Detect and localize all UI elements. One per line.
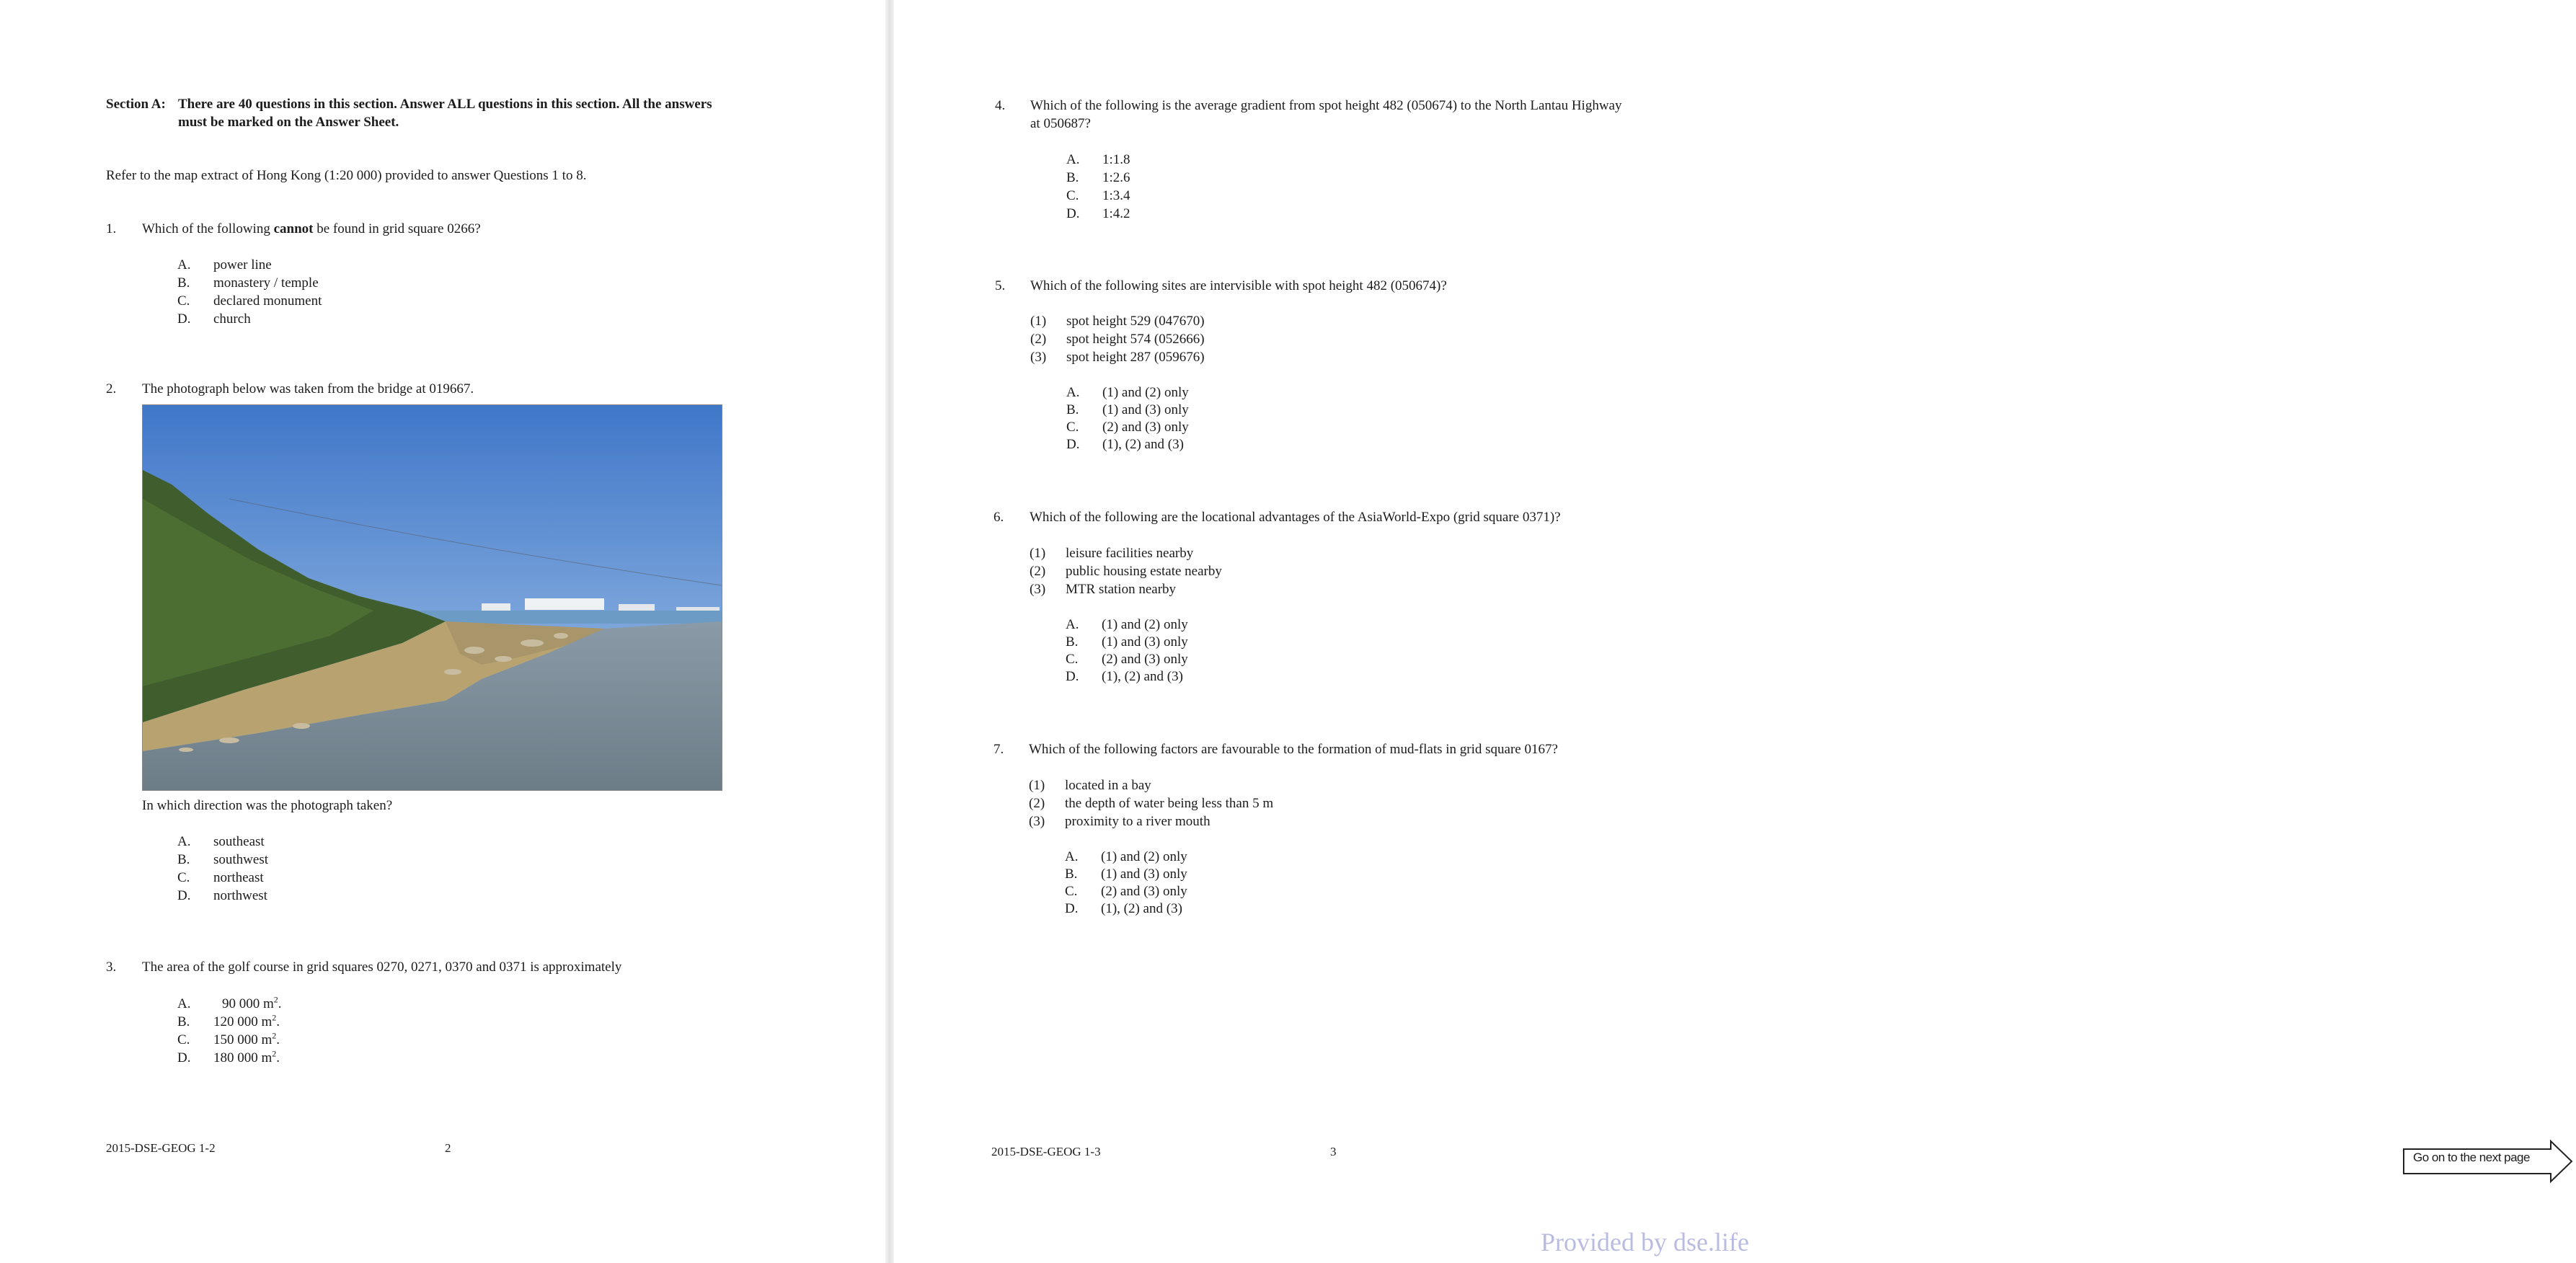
q1-text-before: Which of the following: [142, 221, 274, 236]
q5-statement-1: (1) spot height 529 (047670): [1030, 314, 1205, 329]
left-page: [0, 0, 883, 1263]
q7-statement-3: (3) proximity to a river mouth: [1029, 814, 1210, 829]
q7-option-b: B. (1) and (3) only: [1065, 867, 1187, 882]
q1-option-b: B. monastery / temple: [177, 275, 319, 291]
q7-option-c: C. (2) and (3) only: [1065, 884, 1187, 899]
q5-number: 5.: [995, 278, 1006, 293]
q1-option-d: D. church: [177, 311, 251, 327]
q5-statement-2: (2) spot height 574 (052666): [1030, 332, 1205, 347]
right-page-number: 3: [1330, 1145, 1337, 1158]
q5-option-c: C. (2) and (3) only: [1066, 420, 1189, 435]
q3-question: The area of the golf course in grid squares 0270, 0271, 0370 and 0371 is approximately: [142, 960, 622, 975]
q2-follow-up: In which direction was the photograph taken?: [142, 798, 393, 813]
left-page-number: 2: [445, 1141, 451, 1155]
q7-option-a: A. (1) and (2) only: [1065, 849, 1187, 864]
q6-option-c: C. (2) and (3) only: [1066, 652, 1188, 667]
q2-option-d: D. northwest: [177, 888, 267, 903]
q2-number: 2.: [106, 381, 117, 396]
q2-question: The photograph below was taken from the bridge at 019667.: [142, 381, 474, 396]
section-label: Section A:: [106, 97, 166, 112]
right-page: [890, 0, 2530, 1263]
right-footer-code: 2015-DSE-GEOG 1-3: [991, 1145, 1101, 1158]
q1-option-a: A. power line: [177, 257, 272, 272]
next-page-arrow: [2403, 1140, 2562, 1174]
left-footer-code: 2015-DSE-GEOG 1-2: [106, 1141, 216, 1155]
q7-number: 7.: [993, 742, 1004, 757]
q1-option-c: C. declared monument: [177, 293, 322, 309]
q6-number: 6.: [993, 510, 1004, 525]
q5-statement-3: (3) spot height 287 (059676): [1030, 350, 1205, 365]
intro-text: Refer to the map extract of Hong Kong (1:20 000) provided to answer Questions 1 to 8.: [106, 168, 587, 183]
q5-option-d: D. (1), (2) and (3): [1066, 437, 1184, 452]
q4-question-line2: at 050687?: [1030, 116, 1091, 131]
q1-text-after: be found in grid square 0266?: [313, 221, 481, 236]
q6-statement-3: (3) MTR station nearby: [1030, 582, 1177, 597]
section-instructions-line1: There are 40 questions in this section. Answer ALL questions in this section. All the answers: [178, 97, 712, 112]
q3-option-c: C. 150 000 $m^2$.: [177, 1030, 280, 1047]
q3-option-b: B. 120 000 $m^2$.: [177, 1012, 280, 1029]
q4-option-d: D. 1:4.2: [1066, 206, 1130, 221]
q6-option-a: A. (1) and (2) only: [1066, 617, 1188, 632]
q3-number: 3.: [106, 960, 117, 975]
q7-question: Which of the following factors are favourable to the formation of mud-flats in grid square 0167?: [1029, 742, 1558, 757]
q2-option-c: C. northeast: [177, 870, 264, 885]
q5-option-a: A. (1) and (2) only: [1066, 385, 1189, 400]
q7-statement-1: (1) located in a bay: [1029, 778, 1151, 793]
watermark: Provided by dse.life: [1541, 1228, 1749, 1257]
q7-option-d: D. (1), (2) and (3): [1065, 901, 1182, 916]
q4-option-a: A. 1:1.8: [1066, 152, 1130, 167]
next-page-label: Go on to the next page: [2413, 1151, 2530, 1164]
q4-option-c: C. 1:3.4: [1066, 188, 1130, 203]
section-instructions-line2: must be marked on the Answer Sheet.: [178, 115, 399, 130]
q5-option-b: B. (1) and (3) only: [1066, 402, 1189, 417]
q1-question: [142, 220, 481, 238]
q6-question: Which of the following are the locational advantages of the AsiaWorld-Expo (grid square 0371)?: [1030, 510, 1561, 525]
q6-statement-1: (1) leisure facilities nearby: [1030, 546, 1194, 561]
q1-text-bold: cannot: [273, 221, 314, 236]
q1-number: 1.: [106, 221, 117, 236]
q6-option-b: B. (1) and (3) only: [1066, 634, 1188, 650]
q4-question-line1: Which of the following is the average gradient from spot height 482 (050674) to the North Lantau Highway: [1030, 98, 1622, 113]
q3-option-d: D. 180 000 $m^2$.: [177, 1048, 280, 1065]
q6-statement-2: (2) public housing estate nearby: [1030, 564, 1222, 579]
q7-statement-2: (2) the depth of water being less than 5 m: [1029, 796, 1274, 811]
q4-number: 4.: [995, 98, 1006, 113]
q4-option-b: B. 1:2.6: [1066, 170, 1130, 185]
q3-option-a: A. 90 000 $m^2$.: [177, 994, 282, 1011]
q5-question: Which of the following sites are intervisible with spot height 482 (050674)?: [1030, 278, 1447, 293]
q2-option-a: A. southeast: [177, 834, 265, 849]
photo-illustration: [143, 405, 722, 790]
q6-option-d: D. (1), (2) and (3): [1066, 669, 1183, 684]
q2-option-b: B. southwest: [177, 852, 268, 867]
coast-photograph: [142, 404, 722, 791]
